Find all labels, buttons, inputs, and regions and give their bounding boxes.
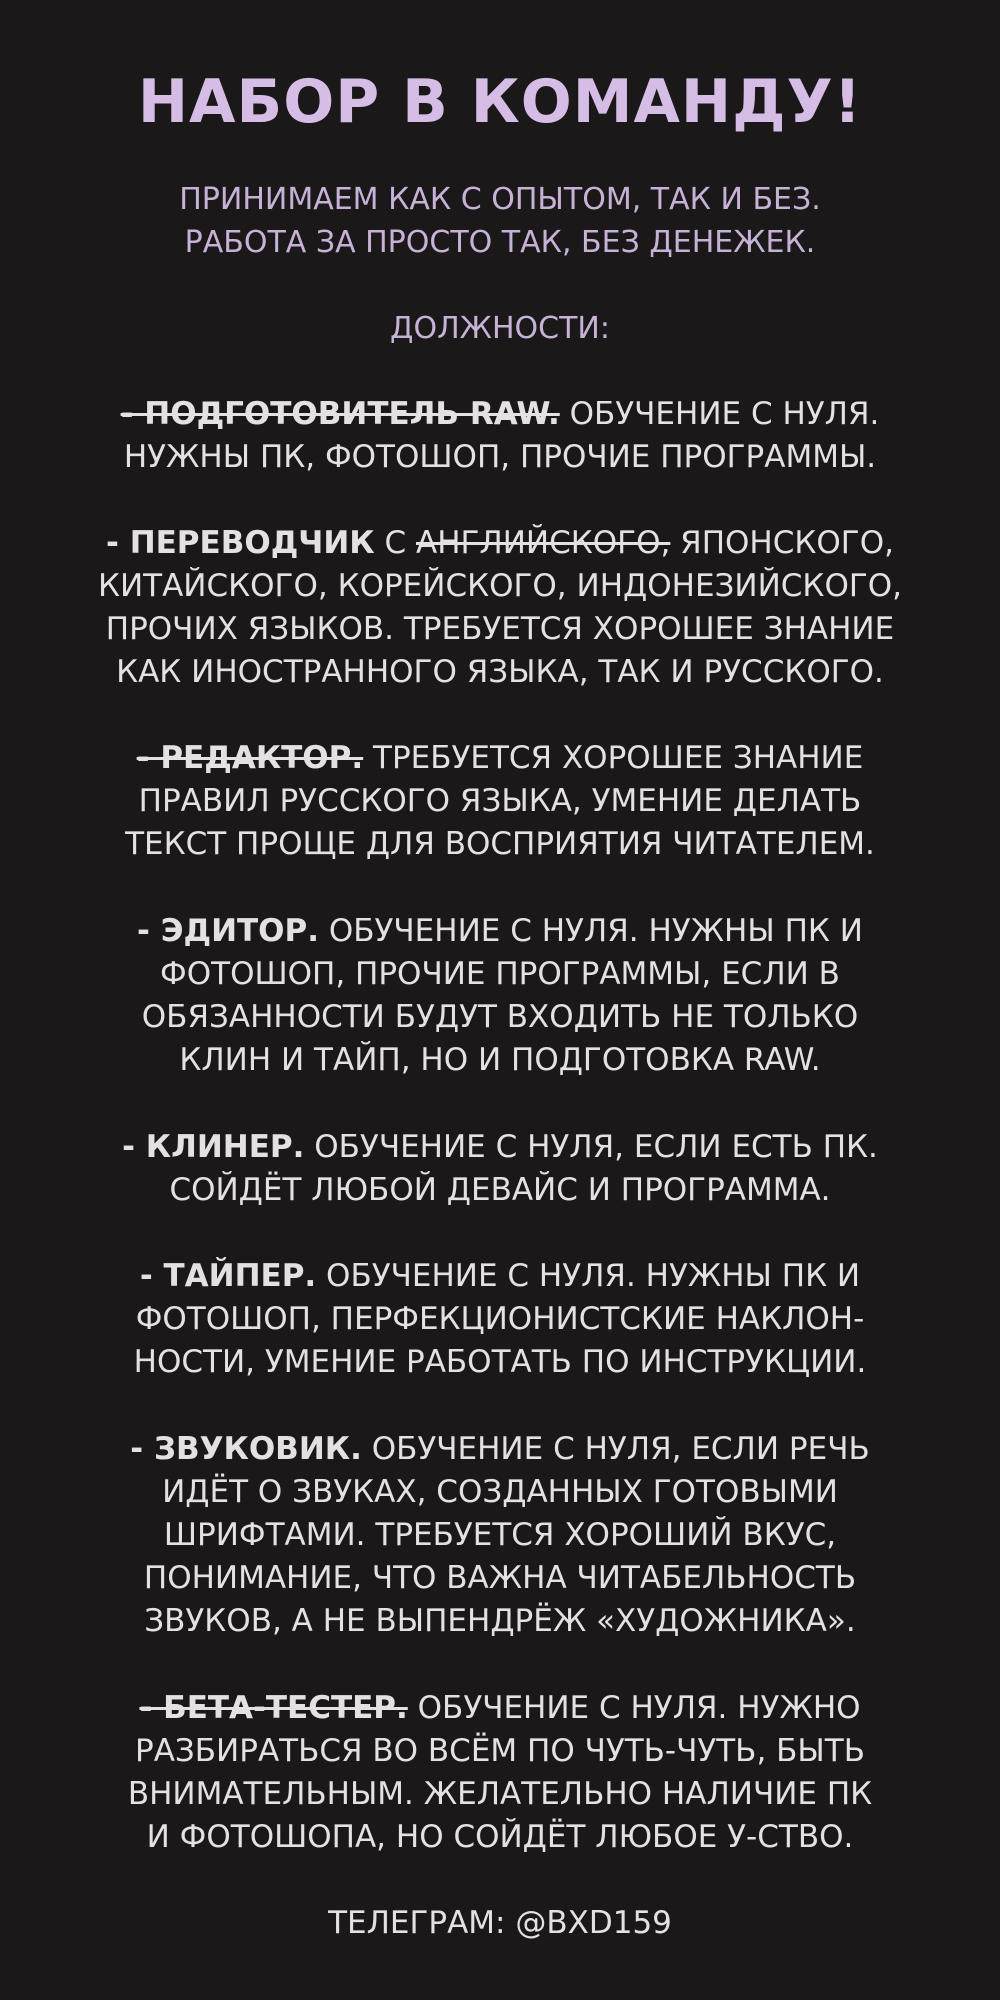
position-translator-line-1-text: ЯПОНСКОГО, [670,525,894,561]
position-raw-line-1-text: ОБУЧЕНИЕ С НУЛЯ. [559,396,880,432]
position-typer-line-3: НОСТИ, УМЕНИЕ РАБОТАТЬ ПО ИНСТРУКЦИИ. [133,1344,867,1380]
position-translator-line-2: КИТАЙСКОГО, КОРЕЙСКОГО, ИНДОНЕЗИЙСКОГО, [97,568,903,604]
position-image-editor-line-3: ОБЯЗАННОСТИ БУДУТ ВХОДИТЬ НЕ ТОЛЬКО [141,999,859,1035]
position-image-editor-line-4: КЛИН И ТАЙП, НО И ПОДГОТОВКА RAW. [179,1042,821,1078]
position-beta-line-1-text: ОБУЧЕНИЕ С НУЛЯ. НУЖНО [407,1690,861,1726]
role-raw-preparer: - ПОДГОТОВИТЕЛЬ RAW. [120,396,560,432]
position-cleaner-line-1 [0,1126,1000,1169]
position-image-editor-line-2: ФОТОШОП, ПРОЧИЕ ПРОГРАММЫ, ЕСЛИ В [160,956,840,992]
position-beta-line-3: ВНИМАТЕЛЬНЫМ. ЖЕЛАТЕЛЬНО НАЛИЧИЕ ПК [127,1776,873,1812]
position-editor [0,737,1000,866]
position-sound-line-2: ИДЁТ О ЗВУКАХ, СОЗДАННЫХ ГОТОВЫМИ [162,1474,838,1510]
role-typer: - ТАЙПЕР. [139,1258,317,1294]
position-raw-preparer [0,393,1000,479]
intro-text [0,178,1000,264]
telegram-contact: ТЕЛЕГРАМ: @BXD159 [328,1905,672,1941]
position-raw-line-1 [0,393,1000,436]
position-beta-line-1 [0,1687,1000,1730]
page-title: НАБОР В КОМАНДУ! [137,67,863,137]
position-editor-line-1-text: ТРЕБУЕТСЯ ХОРОШЕЕ ЗНАНИЕ [363,740,864,776]
position-image-editor-line-1-text: ОБУЧЕНИЕ С НУЛЯ. НУЖНЫ ПК И [319,913,863,949]
position-image-editor [0,910,1000,1082]
position-typer-line-2: ФОТОШОП, ПЕРФЕКЦИОНИСТСКИЕ НАКЛОН- [135,1301,865,1337]
role-translator: - ПЕРЕВОДЧИК [106,525,375,561]
position-sound-line-1-text: ОБУЧЕНИЕ С НУЛЯ, ЕСЛИ РЕЧЬ [361,1431,870,1467]
position-translator [0,522,1000,694]
position-cleaner-line-1-text: ОБУЧЕНИЕ С НУЛЯ, ЕСЛИ ЕСТЬ ПК. [304,1129,878,1165]
position-typer [0,1255,1000,1384]
position-raw-line-2: НУЖНЫ ПК, ФОТОШОП, ПРОЧИЕ ПРОГРАММЫ. [123,439,877,475]
position-sound-line-4: ПОНИМАНИЕ, ЧТО ВАЖНА ЧИТАБЕЛЬНОСТЬ [143,1560,857,1596]
position-beta-line-2: РАЗБИРАТЬСЯ ВО ВСЁМ ПО ЧУТЬ-ЧУТЬ, БЫТЬ [135,1733,865,1769]
role-cleaner: - КЛИНЕР. [122,1129,305,1165]
struck-english: АНГЛИЙСКОГО, [416,525,671,561]
position-sound-line-3: ШРИФТАМИ. ТРЕБУЕТСЯ ХОРОШИЙ ВКУС, [163,1517,837,1553]
intro-line-2: РАБОТА ЗА ПРОСТО ТАК, БЕЗ ДЕНЕЖЕК. [184,225,816,260]
positions-heading: ДОЛЖНОСТИ: [390,311,610,346]
position-editor-line-3: ТЕКСТ ПРОЩЕ ДЛЯ ВОСПРИЯТИЯ ЧИТАТЕЛЕМ. [125,826,875,862]
position-beta-line-4: И ФОТОШОПА, НО СОЙДЁТ ЛЮБОЕ У-СТВО. [146,1819,854,1855]
position-cleaner [0,1126,1000,1212]
position-translator-line-1 [0,522,1000,565]
position-image-editor-line-1 [0,910,1000,953]
position-translator-line-4: КАК ИНОСТРАННОГО ЯЗЫКА, ТАК И РУССКОГО. [116,654,884,690]
translator-from: С [374,525,416,561]
position-sound-designer [0,1428,1000,1643]
position-editor-line-2: ПРАВИЛ РУССКОГО ЯЗЫКА, УМЕНИЕ ДЕЛАТЬ [138,783,862,819]
position-editor-line-1 [0,737,1000,780]
role-image-editor: - ЭДИТОР. [137,913,320,949]
role-editor: - РЕДАКТОР. [136,740,364,776]
position-sound-line-5: ЗВУКОВ, А НЕ ВЫПЕНДРЁЖ «ХУДОЖНИКА». [144,1603,856,1639]
position-typer-line-1-text: ОБУЧЕНИЕ С НУЛЯ. НУЖНЫ ПК И [316,1258,861,1294]
role-sound-designer: - ЗВУКОВИК. [130,1431,362,1467]
position-sound-line-1 [0,1428,1000,1471]
position-typer-line-1 [0,1255,1000,1298]
intro-line-1: ПРИНИМАЕМ КАК С ОПЫТОМ, ТАК И БЕЗ. [179,182,821,217]
position-beta-tester [0,1687,1000,1859]
role-beta-tester: - БЕТА-ТЕСТЕР. [139,1690,408,1726]
position-cleaner-line-2: СОЙДЁТ ЛЮБОЙ ДЕВАЙС И ПРОГРАММА. [169,1172,831,1208]
position-translator-line-3: ПРОЧИХ ЯЗЫКОВ. ТРЕБУЕТСЯ ХОРОШЕЕ ЗНАНИЕ [105,611,895,647]
